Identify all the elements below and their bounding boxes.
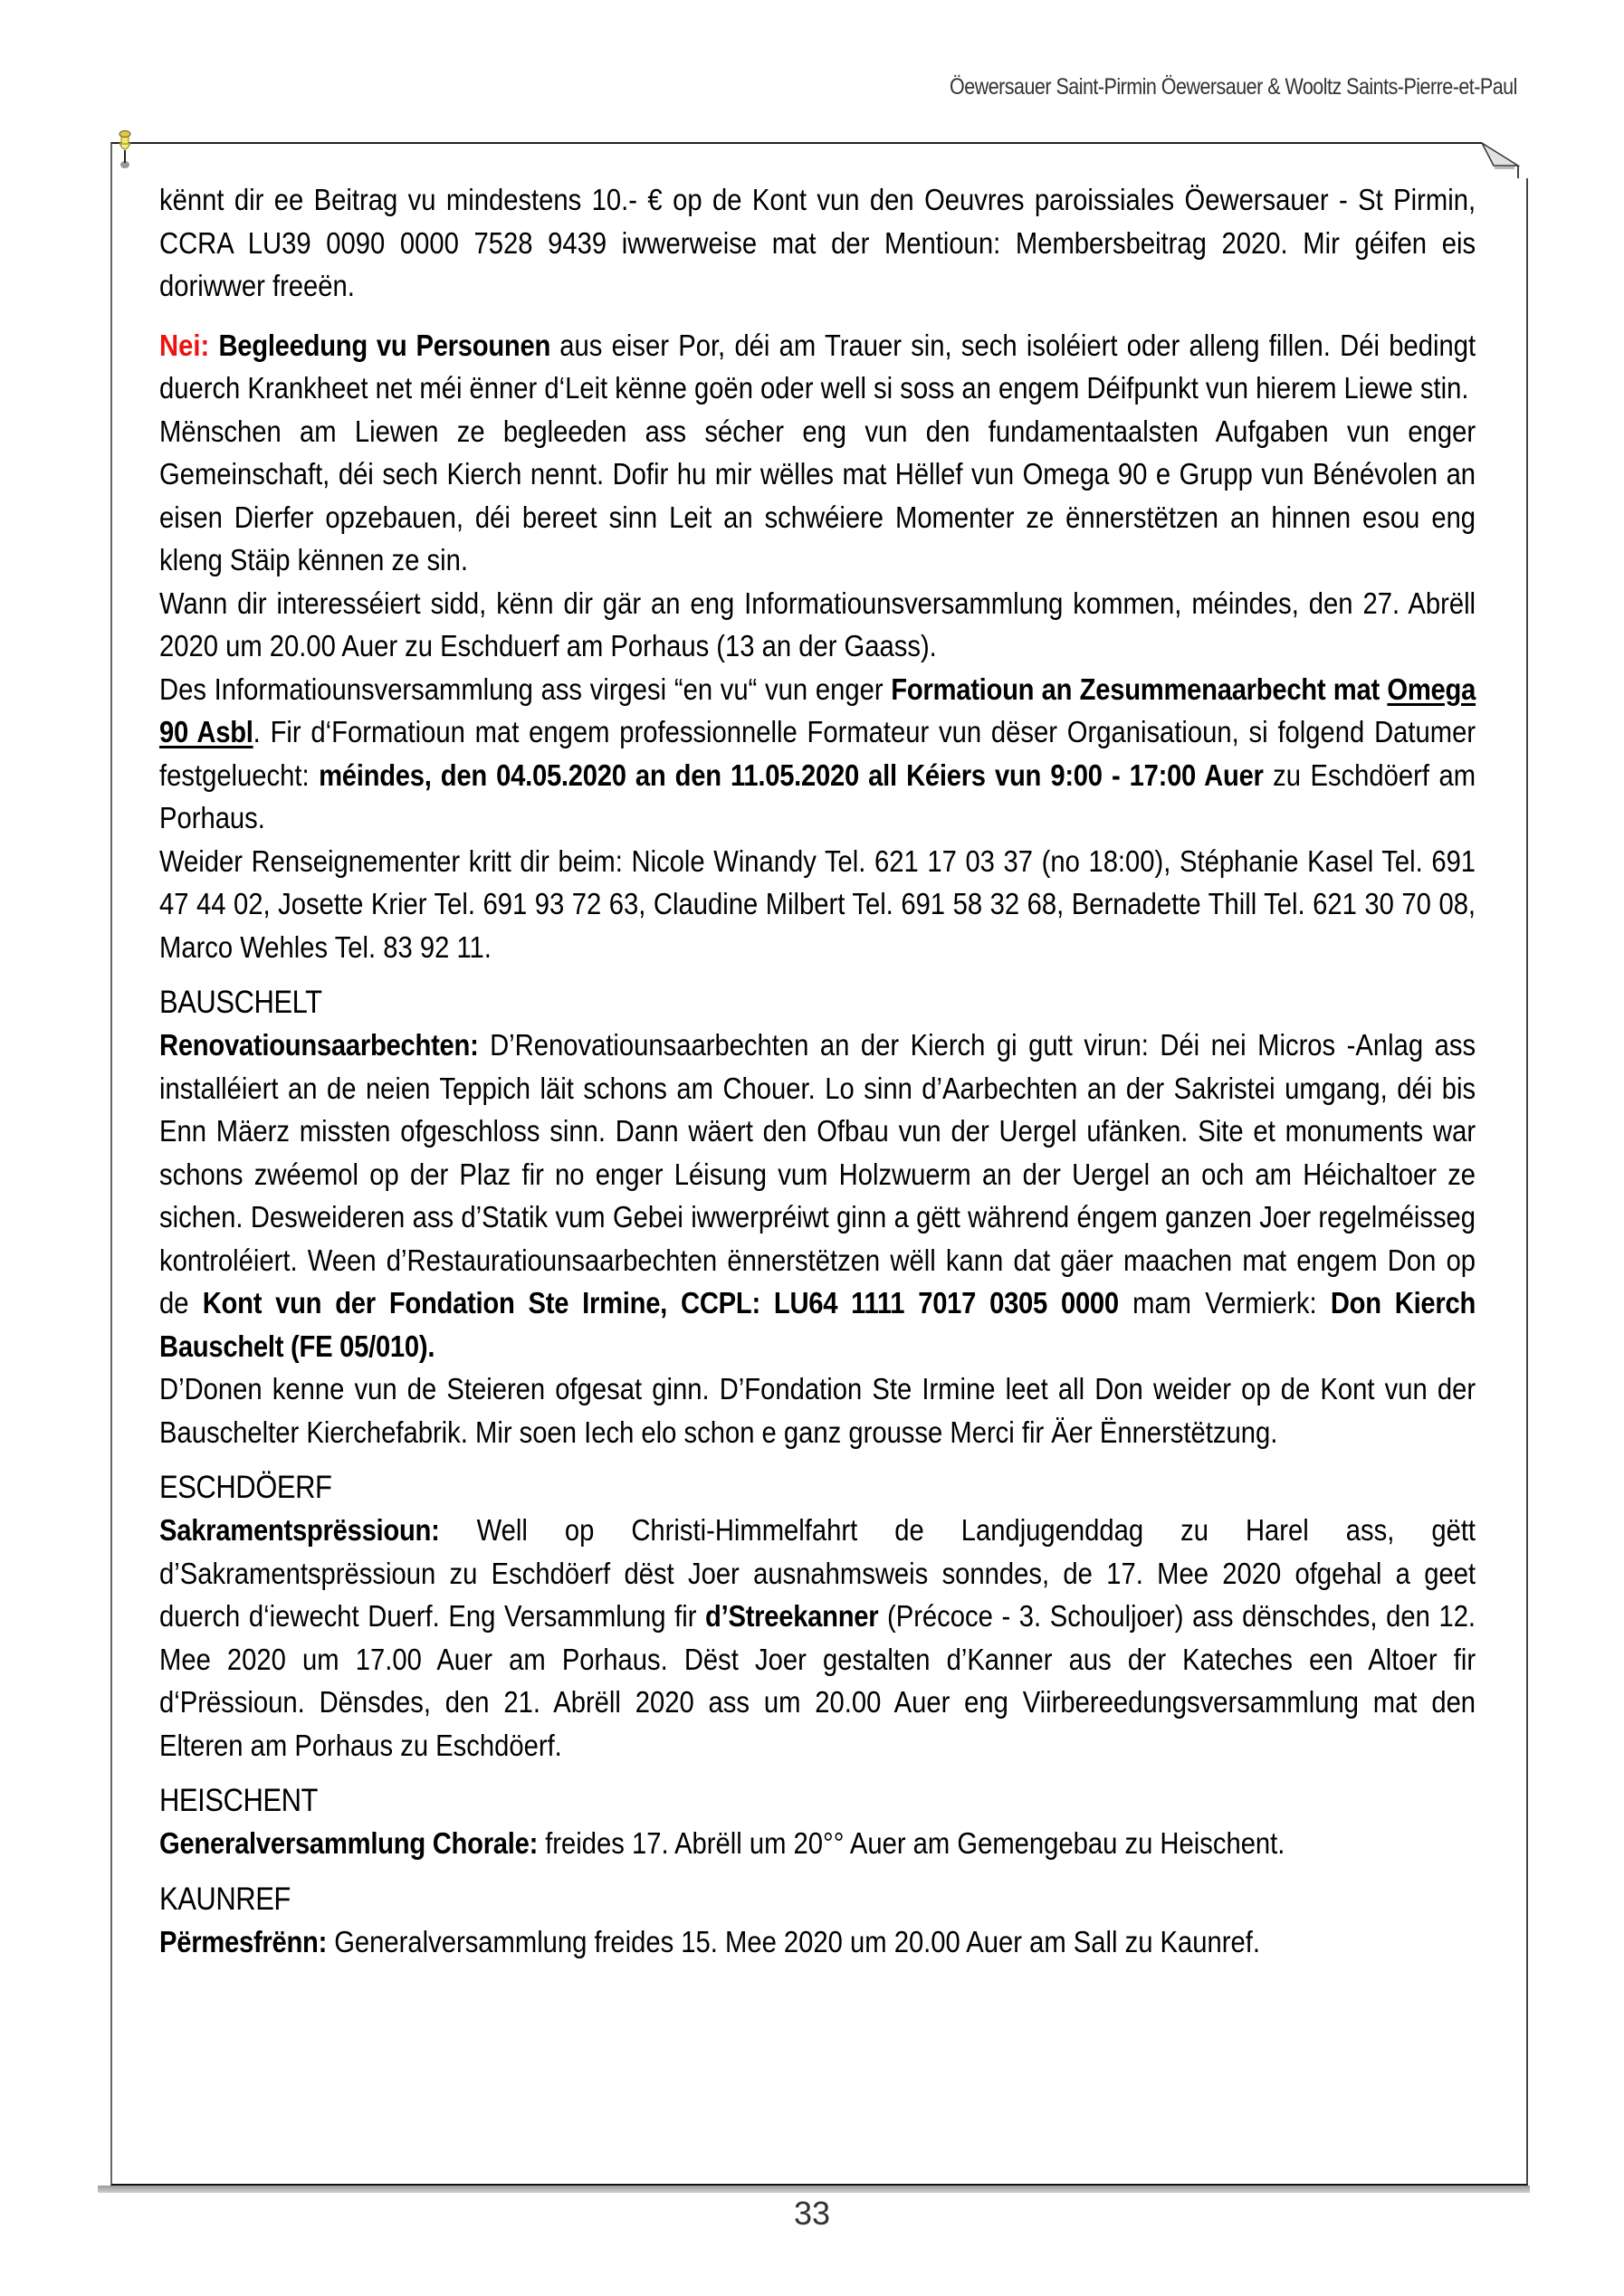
section-heading-kaunref: KAUNREF	[159, 1881, 291, 1917]
text-span: D’Renovatiounsaarbechten an der Kierch gi gutt virun: Déi nei Micros -Anlag ass installéiert an de neien Teppich läit schons am Chouer. Lo sinn d’Aarbechten an der Sakristei umgang, déi bis Enn Mäerz missten ofgeschloss sinn. Dann wäert den Ofbau vun der Uergel ufänken. Site et monuments war schons zwéemol op der Plaz fir no enger Léisung vum Holzwuerm an der Uergel an och am Héichaltoer ze sichen. Desweideren ass d’Statik vum Gebei iwwerpréiwt ginn a gëtt während éngem ganzen Joer regelméisseg kontroléiert. Ween d’Restauratiounsaarbechten ënnerstëtzen wëll kann dat gäer maachen mat engem Don op de	[159, 1028, 1476, 1319]
heischent-label: Generalversammlung Chorale:	[159, 1826, 539, 1860]
heischent-paragraph	[159, 1822, 1476, 1865]
bauschelt-paragraph-2: D’Donen kenne vun de Steieren ofgesat ginn. D’Fondation Ste Irmine leet all Don weider op de Kont vun der Bauschelter Kierchefabrik. Mir soen Iech elo schon e ganz grousse Merci fir Äer Ënnerstëtzung.	[159, 1372, 1476, 1449]
kaunref-label: Përmesfrënn:	[159, 1924, 328, 1958]
running-header: Öewersauer Saint-Pirmin Öewersauer & Wooltz Saints-Pierre-et-Paul	[950, 74, 1517, 100]
text-span: . Fir d‘Formatioun mat engem professionnelle Formateur vun dëser Organisatioun, si folgend Datumer festgeluecht:	[159, 715, 1476, 792]
text-span: Generalversammlung freides 15. Mee 2020 um 20.00 Auer am Sall zu Kaunref.	[327, 1924, 1260, 1958]
omega-90-link[interactable]: Omega 90 Asbl	[159, 672, 1476, 748]
contacts-paragraph: Weider Renseignementer kritt dir beim: Nicole Winandy Tel. 621 17 03 37 (no 18:00), Stéphanie Kasel Tel. 691 47 44 02, Josette Krier Tel. 691 93 72 63, Claudine Milbert Tel. 691 58 32 68, Bernadette Thill Tel. 621 30 70 08, Marco Wehles Tel. 83 92 11.	[159, 843, 1476, 964]
text-span: Des Informatiounsversammlung ass virgesi “en vu“ vun enger	[159, 672, 892, 706]
kaunref-paragraph	[159, 1920, 1476, 1964]
nei-paragraph-2: Mënschen am Liewen ze begleeden ass sécher eng vun den fundamentaalsten Aufgaben vun enger Gemeinschaft, déi sech Kierch nennt. Dofir hu mir wëlles mat Hëllef vun Omega 90 e Grupp vun Bénévolen an eisen Dierfer opzebauen, déi bereet sinn Leit an schwéiere Momenter ze ënnerstëtzen an hinnen esou eng kleng Stäip kënnen ze sin.	[159, 414, 1476, 576]
bauschelt-paragraph	[159, 1024, 1476, 1367]
bank-account: Kont vun der Fondation Ste Irmine, CCPL: LU64 1111 7017 0305 0000	[202, 1286, 1119, 1319]
page-curl-icon	[1482, 142, 1533, 178]
nei-paragraph-3: Wann dir interesséiert sidd, kënn dir gär an eng Informatiounsversammlung kommen, méindes, den 27. Abrëll 2020 um 20.00 Auer zu Eschduerf am Porhaus (13 an der Gaass).	[159, 586, 1476, 662]
membership-paragraph: kënnt dir ee Beitrag vu mindestens 10.- € op de Kont vun den Oeuvres paroissiales Öewersauer - St Pirmin, CCRA LU39 0090 0000 7528 9439 iwwerweise mat der Mentioun: Membersbeitrag 2020. Mir géifen eis doriwwer freeën.	[159, 183, 1476, 302]
section-heading-eschdoerf: ESCHDÖERF	[159, 1470, 332, 1505]
pushpin-icon	[112, 129, 143, 170]
section-heading-bauschelt: BAUSCHELT	[159, 985, 322, 1020]
text-span: Well op Christi-Himmelfahrt de Landjugenddag zu Harel ass, gëtt d’Sakramentsprëssioun zu Eschdöerf dëst Joer ausnahmsweis sonndes, de 17. Mee 2020 ofgehal a geet duerch d‘iewecht Duerf. Eng Versammlung fir	[159, 1513, 1476, 1633]
bauschelt-label: Renovatiounsaarbechten:	[159, 1028, 479, 1062]
formation-dates: méindes, den 04.05.2020 an den 11.05.2020 all Kéiers vun 9:00 - 17:00 Auer	[319, 757, 1264, 792]
frame-shadow	[98, 2186, 1530, 2193]
donation-reference: Don Kierch Bauschelt (FE 05/010).	[159, 1286, 1476, 1363]
nei-paragraph-4	[159, 668, 1476, 840]
eschdoerf-label: Sakramentsprëssioun:	[159, 1513, 440, 1547]
text-span: freides 17. Abrëll um 20°° Auer am Gemengebau zu Heischent.	[538, 1826, 1285, 1860]
nei-label: Nei:	[159, 328, 210, 362]
eschdoerf-paragraph	[159, 1509, 1476, 1767]
text-span: zu Eschdöerf am Porhaus.	[159, 757, 1476, 834]
page-content	[159, 178, 1476, 1963]
streekanner-bold: d’Streekanner	[705, 1599, 879, 1633]
nei-text: aus eiser Por, déi am Trauer sin, sech isoléiert oder alleng fillen. Déi bedingt duerch Krankheet net méi ënner d‘Leit kënne goën oder well si soss an engem Déifpunkt vun hierem Liewe stin.	[159, 328, 1476, 405]
text-span: mam Vermierk:	[1118, 1286, 1331, 1319]
text-span: (Précoce - 3. Schouljoer) ass dënschdes, den 12. Mee 2020 um 17.00 Auer am Porhaus. Dëst Joer gestalten d’Kanner aus der Kateches een Altoer fir d‘Prëssioun. Dënsdes, den 21. Abrëll 2020 ass um 20.00 Auer eng Viirbereedungsversammlung mat den Elteren am Porhaus zu Eschdöerf.	[159, 1599, 1476, 1762]
nei-paragraph	[159, 324, 1476, 410]
formation-bold: Formatioun an Zesummenaarbecht mat	[891, 672, 1388, 706]
section-heading-heischent: HEISCHENT	[159, 1783, 319, 1818]
page-number: 33	[793, 2195, 831, 2232]
nei-title: Begleedung vu Persounen	[218, 328, 551, 362]
